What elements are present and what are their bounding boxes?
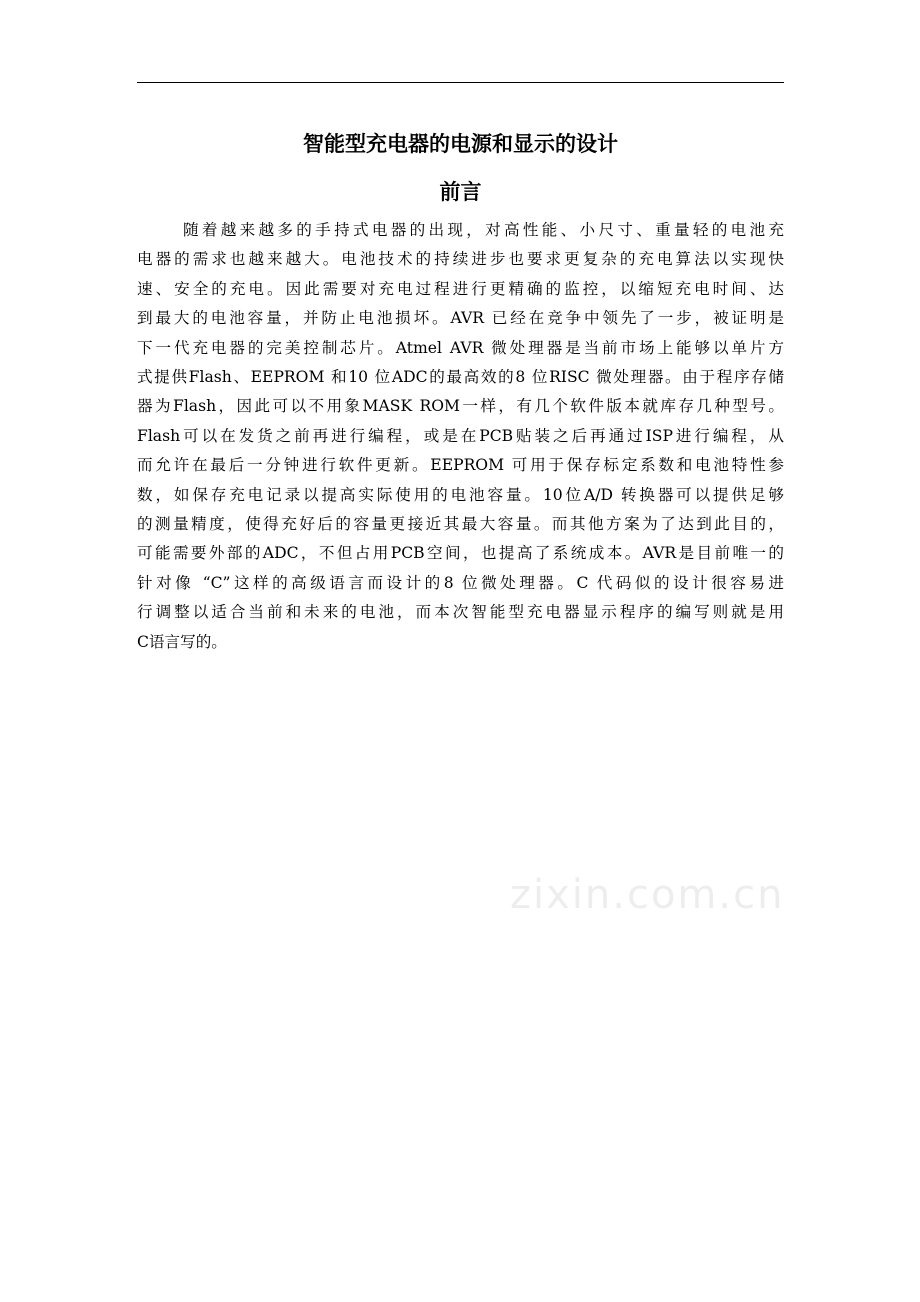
paragraph-line: 随着越来越多的手持式电器的出现，对高性能、小尺寸、重量轻的电池充: [183, 221, 784, 239]
paragraph-line: 到最大的电池容量，并防止电池损坏。AVR 已经在竞争中领先了一步，被证明是: [137, 309, 784, 328]
paragraph-line: C语言写的。: [137, 632, 227, 651]
header-rule: [137, 82, 784, 83]
paragraph-line: 针对像 “C”这样的高级语言而设计的8 位微处理器。C 代码似的设计很容易进: [137, 573, 784, 592]
paragraph-line: 下一代充电器的完美控制芯片。Atmel AVR 微处理器是当前市场上能够以单片方: [137, 338, 784, 357]
paragraph-line: 电器的需求也越来越大。电池技术的持续进步也要求更复杂的充电算法以实现快: [137, 250, 784, 269]
paragraph-line: 器为Flash，因此可以不用象MASK ROM一样，有几个软件版本就库存几种型号。: [137, 397, 784, 416]
paragraph-line: 速、安全的充电。因此需要对充电过程进行更精确的监控，以缩短充电时间、达: [137, 279, 784, 298]
watermark: zixin.com.cn: [510, 872, 785, 918]
paragraph-line: 行调整以适合当前和未来的电池，而本次智能型充电器显示程序的编写则就是用: [137, 603, 784, 622]
paragraph-line: 可能需要外部的ADC，不但占用PCB空间，也提高了系统成本。AVR是目前唯一的: [137, 544, 784, 563]
body-paragraph: [137, 216, 784, 657]
paragraph-line: 的测量精度，使得充好后的容量更接近其最大容量。而其他方案为了达到此目的，: [137, 515, 784, 534]
paragraph-line: 数，如保存充电记录以提高实际使用的电池容量。10位A/D 转换器可以提供足够: [137, 485, 784, 504]
paragraph-line: 式提供Flash、EEPROM 和10 位ADC的最高效的8 位RISC 微处理器。由于程序存储: [137, 368, 784, 387]
paragraph-line: Flash可以在发货之前再进行编程，或是在PCB贴装之后再通过ISP进行编程，从: [137, 426, 784, 445]
document-title: 智能型充电器的电源和显示的设计: [303, 132, 618, 156]
paragraph-line: 而允许在最后一分钟进行软件更新。EEPROM 可用于保存标定系数和电池特性参: [137, 456, 784, 475]
section-heading: 前言: [439, 180, 482, 204]
